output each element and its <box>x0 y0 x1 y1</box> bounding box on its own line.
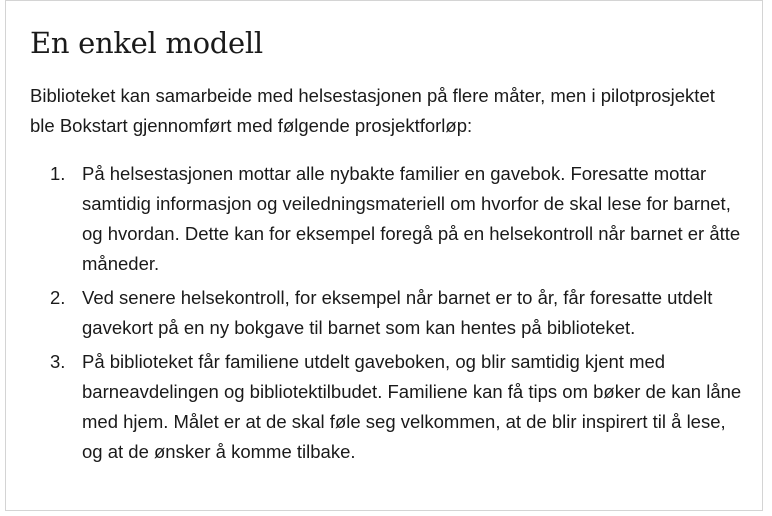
list-item <box>30 347 750 467</box>
list-item-number: 1. <box>50 163 66 184</box>
list-item <box>30 283 750 343</box>
section-title: En enkel modell <box>30 26 263 60</box>
list-item-text: På helsestasjonen mottar alle nybakte familier en gavebok. Foresatte mottar samtidig informasjon og veiledningsmateriell om hvorfor de skal lese for barnet, og hvordan. Dette kan for eksempel foregå på en helsekontroll når barnet er åtte måneder. <box>82 163 741 274</box>
content-card <box>5 0 763 511</box>
list-item-text: Ved senere helsekontroll, for eksempel når barnet er to år, får foresatte utdelt gavekort på en ny bokgave til barnet som kan hentes på biblioteket. <box>82 287 713 338</box>
list-item-number: 2. <box>50 287 66 308</box>
list-item-text: På biblioteket får familiene utdelt gaveboken, og blir samtidig kjent med barneavdelingen og bibliotektilbudet. Familiene kan få tips om bøker de kan låne med hjem. Målet er at de skal føle seg velkommen, at de blir inspirert til å lese, og at de ønsker å komme tilbake. <box>82 351 742 462</box>
list-item-number: 3. <box>50 351 66 372</box>
list-item <box>30 159 750 279</box>
steps-list <box>30 159 750 471</box>
intro-paragraph: Biblioteket kan samarbeide med helsestasjonen på flere måter, men i pilotprosjektet ble Bokstart gjennomført med følgende prosjektforløp: <box>30 85 715 136</box>
